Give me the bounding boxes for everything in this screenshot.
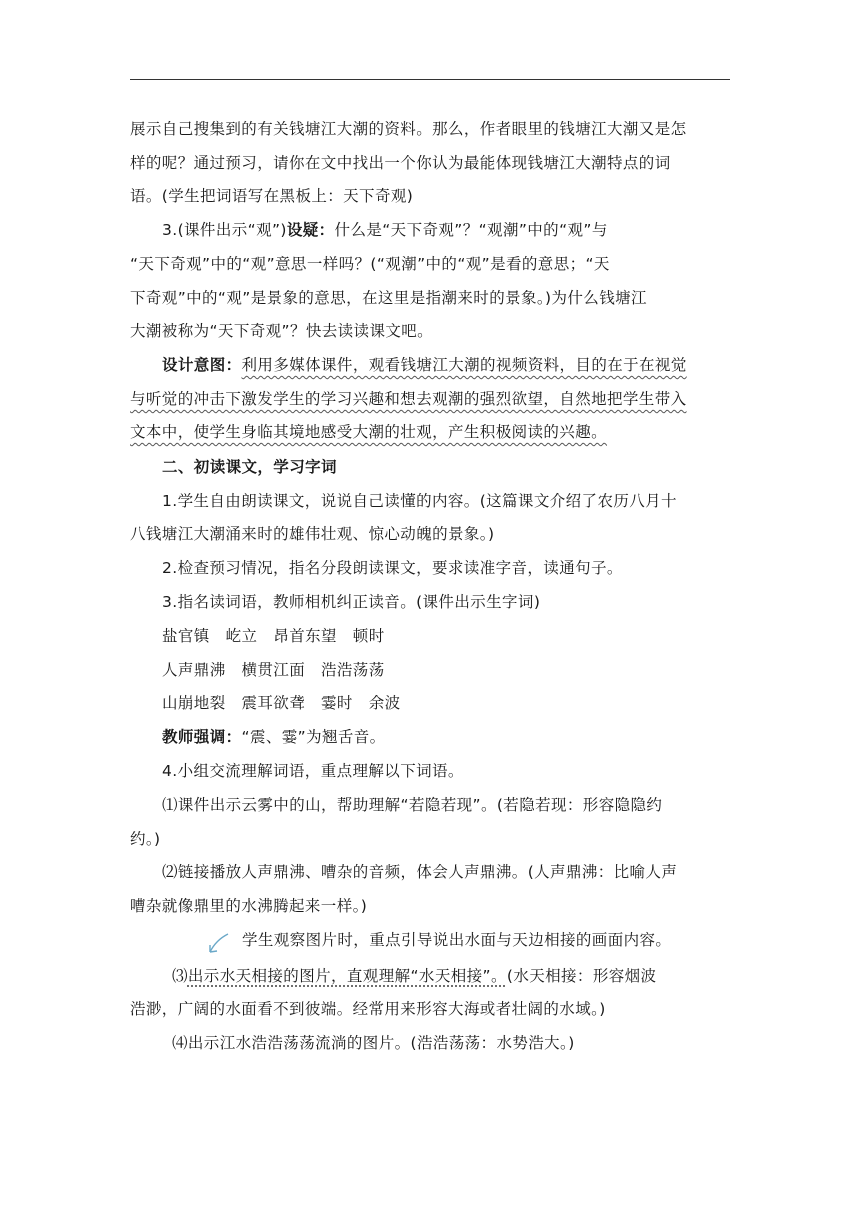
item-4-heading: 4.小组交流理解词语，重点理解以下词语。 [162, 762, 464, 780]
item-4-sub-3-line-2: 浩渺，广阔的水面看不到彼端。经常用来形容大海或者壮阔的水域。) [130, 1000, 606, 1018]
item-4-sub-3-line-1 [172, 966, 656, 986]
sub-3-underlined: 出示水天相接的图片，直观理解“水天相接”。 [187, 967, 507, 985]
item-4-sub-4: ⑷出示江水浩浩荡荡流淌的图片。(浩浩荡荡：水势浩大。) [172, 1034, 575, 1052]
design-line-2 [130, 389, 687, 409]
item-1-line-1: 1.学生自由朗读课文，说说自己读懂的内容。(这篇课文介绍了农历八月十 [162, 492, 677, 510]
header-rule [130, 79, 730, 80]
intro-line-3: 语。(学生把词语写在黑板上：天下奇观) [130, 187, 414, 205]
word-row-1: 盐官镇 屹立 昂首东望 顿时 [162, 627, 385, 645]
step3-line-2: “天下奇观”中的“观”意思一样吗？(“观潮”中的“观”是看的意思；“天 [130, 255, 610, 273]
design-text-3: 文本中，使学生身临其境地感受大潮的壮观，产生积极阅读的兴趣。 [130, 423, 608, 441]
item-4-sub-1-line-2: 约。) [130, 830, 161, 848]
item-4-sub-2-line-2: 嘈杂就像鼎里的水沸腾起来一样。) [130, 897, 368, 915]
emphasis-text: “震、霎”为翘舌音。 [241, 728, 386, 746]
item-1-line-2: 八钱塘江大潮涌来时的雄伟壮观、惊心动魄的景象。) [130, 525, 495, 543]
teacher-emphasis [162, 727, 386, 747]
step3-line-3: 下奇观”中的“观”是景象的意思，在这里是指潮来时的景象。)为什么钱塘江 [130, 289, 647, 307]
design-label: 设计意图： [162, 356, 242, 374]
intro-line-2: 样的呢？通过预习，请你在文中找出一个你认为最能体现钱塘江大潮特点的词 [130, 154, 671, 172]
sub-3-explanation: (水天相接：形容烟波 [506, 967, 657, 985]
step3-question: 什么是“天下奇观”？“观潮”中的“观”与 [334, 221, 608, 239]
annotation-note: 学生观察图片时，重点引导说出水面与天边相接的画面内容。 [242, 931, 672, 949]
emphasis-label: 教师强调： [162, 728, 242, 746]
step3-prefix: 3.(课件出示“观”) [162, 221, 287, 239]
sub-3-number: ⑶ [172, 967, 188, 985]
step3-label: 设疑： [286, 221, 335, 239]
intro-line-1: 展示自己搜集到的有关钱塘江大潮的资料。那么，作者眼里的钱塘江大潮又是怎 [130, 120, 687, 138]
item-3: 3.指名读词语，教师相机纠正读音。(课件出示生字词) [162, 593, 541, 611]
annotation-arrow-icon [204, 930, 232, 958]
design-line-1 [162, 355, 687, 375]
design-line-3 [130, 422, 607, 442]
section-2-heading: 二、初读课文，学习字词 [162, 458, 337, 476]
item-2: 2.检查预习情况，指名分段朗读课文，要求读准字音，读通句子。 [162, 559, 623, 577]
design-text-2: 与听觉的冲击下激发学生的学习兴趣和想去观潮的强烈欲望，自然地把学生带入 [130, 390, 687, 408]
word-row-2: 人声鼎沸 横贯江面 浩浩荡荡 [162, 661, 385, 679]
word-row-3: 山崩地裂 震耳欲聋 霎时 余波 [162, 694, 401, 712]
design-text-1: 利用多媒体课件，观看钱塘江大潮的视频资料，目的在于在视觉 [241, 356, 687, 374]
step3-line-1 [162, 220, 608, 240]
item-4-sub-1-line-1: ⑴课件出示云雾中的山，帮助理解“若隐若现”。(若隐若现：形容隐隐约 [162, 796, 663, 814]
step3-line-4: 大潮被称为“天下奇观”？快去读读课文吧。 [130, 322, 434, 340]
item-4-sub-2-line-1: ⑵链接播放人声鼎沸、嘈杂的音频，体会人声鼎沸。(人声鼎沸：比喻人声 [162, 863, 678, 881]
